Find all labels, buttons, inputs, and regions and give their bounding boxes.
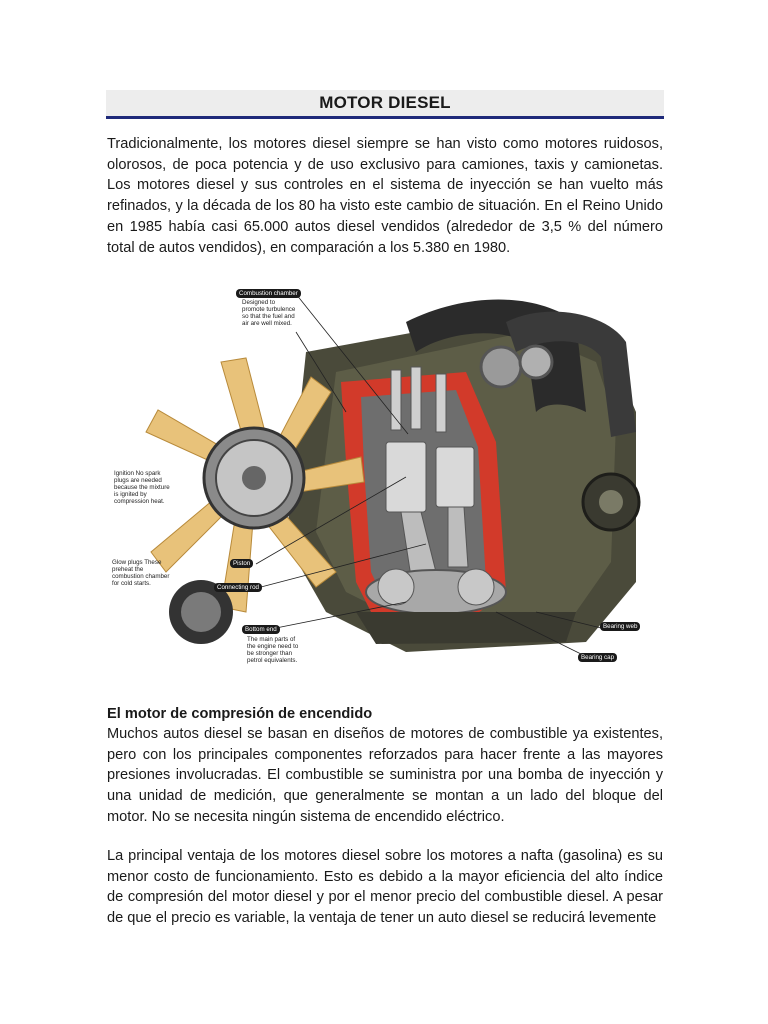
ignition-note: Ignition No spark plugs are needed because the mixture is ignited by compression heat. [114, 470, 170, 505]
compression-ignition-paragraph: Muchos autos diesel se basan en diseños de motores de combustible ya existentes, pero con los principales componentes reforzados para hacer frente a las mayores presiones involucradas. El combustible se suministra por una bomba de inyección y una unidad de medición, que generalmente se montan a un lado del bloque del motor. No se necesita ningún sistema de encendido eléctrico. [107, 726, 663, 825]
intro-paragraph: Tradicionalmente, los motores diesel siempre se han visto como motores ruidosos, olorosos, de poca potencia y de uso exclusivo para camiones, taxis y camionetas. Los motores diesel y sus controles en el sistema de inyección se han vuelto más refinados, y la década de los 80 ha visto este cambio de situación. En el Reino Unido en 1985 había casi 65.000 autos diesel vendidos (alrededor de 3,5 % del número total de autos vendidos), en comparación a los 5.380 en 1980. [107, 136, 663, 256]
advantages-paragraph: La principal ventaja de los motores diesel sobre los motores a nafta (gasolina) es su menor costo de funcionamiento. Esto es debido a la mayor eficiencia del alto índice de compresión del motor diesel y por el menor precio del combustible diesel. A pesar de que el precio es variable, la ventaja de tener un auto diesel se reducirá levemente [107, 848, 663, 927]
page-title: MOTOR DIESEL [106, 90, 664, 119]
bottom-end-tag: Bottom end [242, 625, 280, 634]
piston-tag: Piston [230, 559, 253, 568]
combustion-chamber-note: Designed to promote turbulence so that the fuel and air are well mixed. [242, 299, 296, 327]
combustion-chamber-tag: Combustion chamber [236, 289, 301, 298]
bottom-end-note: The main parts of the engine need to be stronger than petrol equivalents. [247, 636, 299, 664]
bearing-cap-tag: Bearing cap [578, 653, 617, 662]
bearing-web-tag: Bearing web [600, 622, 640, 631]
engine-cutaway-illustration [106, 282, 666, 678]
connecting-rod-tag: Connecting rod [214, 583, 262, 592]
section-heading: El motor de compresión de encendido [107, 706, 373, 722]
glow-plugs-note: Glow plugs These preheat the combustion chamber for cold starts. [112, 559, 170, 587]
engine-drawing [106, 282, 666, 678]
